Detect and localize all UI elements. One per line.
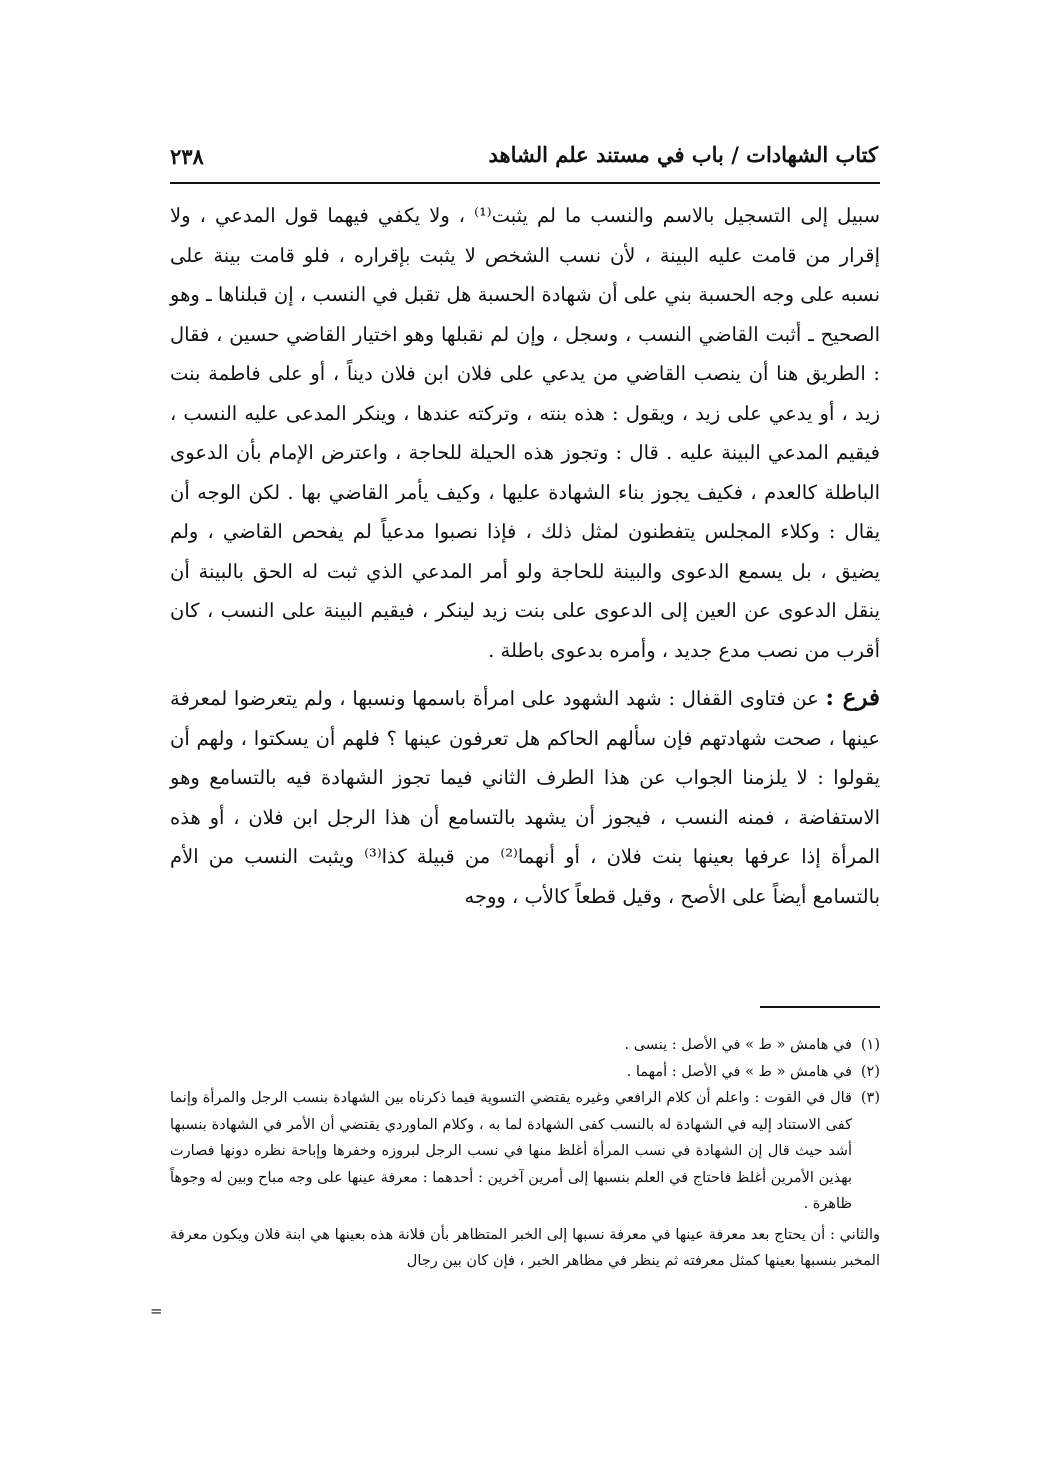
footnote-text: في هامش « ط » في الأصل : ينسى . [624,1037,852,1053]
footnote-text: قال في القوت : واعلم أن كلام الرافعي وغيره يقتضي التسوية فيما ذكرناه بين الشهادة بنسب الرجل والمرأة وإنما كفى الاستناد إليه في الشهادة له بالنسب كفى الشهادة لما به ، وكلام الماوردي يقتضي أن الأمر في الشهادة بنسبها أشد حيث قال إن الشهادة في نسب المرأة أغلظ منها في نسب الرجل لبروزه وخفرها وإباحة نظره دونها فصارت بهذين الأمرين أغلظ فاحتاج في العلم بنسبها إلى أمرين آخرين : أحدهما : معرفة عينها على وجه مباح وبين له وجوهاً ظاهرة . [170,1090,853,1212]
footnote-3 [170,1085,880,1218]
running-header [170,136,878,176]
footnote-number: (٢) [860,1063,880,1080]
footnotes [170,1032,880,1275]
footnote-number: (٣) [860,1090,880,1106]
header-divider [170,182,880,184]
paragraph-1: سبيل إلى التسجيل بالاسم والنسب ما لم يثبت⁽¹⁾ ، ولا يكفي فيهما قول المدعي ، ولا إقرار من قامت عليه البينة ، لأن نسب الشخص لا يثبت بإقراره ، فلو قامت بينة على نسبه على وجه الحسبة بني على أن شهادة الحسبة هل تقبل في النسب ، إن قبلناها ـ وهو الصحيح ـ أثبت القاضي النسب ، وسجل ، وإن لم نقبلها وهو اختيار القاضي حسين ، فقال : الطريق هنا أن ينصب القاضي من يدعي على فلان ابن فلان ديناً ، أو على فاطمة بنت زيد ، أو يدعي على زيد ، ويقول : هذه بنته ، وتركته عندها ، وينكر المدعى عليه النسب ، فيقيم المدعي البينة عليه . قال : وتجوز هذه الحيلة للحاجة ، واعترض الإمام بأن الدعوى الباطلة كالعدم ، فكيف يجوز بناء الشهادة عليها ، وكيف يأمر القاضي بها . لكن الوجه أن يقال : وكلاء المجلس يتفطنون لمثل ذلك ، فإذا نصبوا مدعياً لم يفحص القاضي ، ولم يضيق ، بل يسمع الدعوى والبينة للحاجة ولو أمر المدعي الذي ثبت له الحق بالبينة أن ينقل الدعوى عن العين إلى الدعوى على بنت زيد لينكر ، فيقيم البينة على النسب ، كان أقرب من نصب مدع جديد ، وأمره بدعوى باطلة . [170,204,880,662]
footnote-2 [170,1059,880,1086]
footnote-3-continuation: والثاني : أن يحتاج بعد معرفة عينها في معرفة نسبها إلى الخبر المتظاهر بأن فلانة هذه بعينها هي ابنة فلان ويكون معرفة المخبر بنسبها بعينها كمثل معرفته ثم ينظر في مظاهر الخبر ، فإن كان بين رجال [170,1226,880,1269]
chapter-title: كتاب الشهادات / باب في مستند علم الشاهد [488,142,878,167]
continuation-mark: = [150,1302,163,1320]
footnote-divider [760,1006,880,1008]
branch-label: فرع : [825,684,881,711]
footnote-number: (١) [860,1037,880,1053]
main-text [170,196,880,916]
footnote-text: في هامش « ط » في الأصل : أمهما . [626,1063,852,1080]
paragraph-2 [170,678,880,916]
paragraph-2-text: عن فتاوى القفال : شهد الشهود على امرأة باسمها ونسبها ، ولم يتعرضوا لمعرفة عينها ، صحت شهادتهم فإن سألهم الحاكم هل تعرفون عينها ؟ فلهم أن يسكتوا ، ولهم أن يقولوا : لا يلزمنا الجواب عن هذا الطرف الثاني فيما تجوز الشهادة فيه بالتسامع وهو الاستفاضة ، فمنه النسب ، فيجوز أن يشهد بالتسامع أن هذا الرجل ابن فلان ، أو هذه المرأة إذا عرفها بعينها بنت فلان ، أو أنهما⁽²⁾ من قبيلة كذا⁽³⁾ ويثبت النسب من الأم بالتسامع أيضاً على الأصح ، وقيل قطعاً كالأب ، ووجه [170,687,880,908]
page-number: ٢٣٨ [170,144,204,169]
footnote-1 [170,1032,880,1059]
